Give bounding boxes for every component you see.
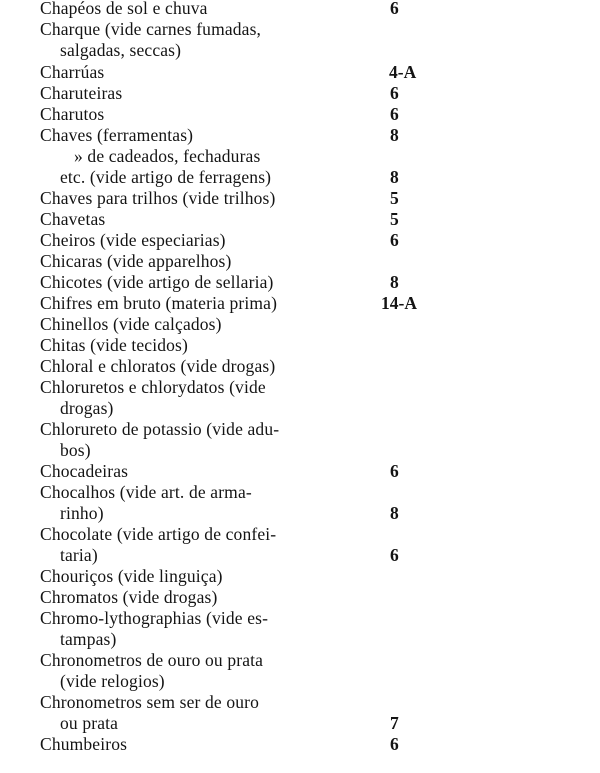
index-entry xyxy=(0,398,600,419)
entry-term: Chocolate (vide artigo de confei- xyxy=(40,524,277,544)
entry-term: Charque (vide carnes fumadas, xyxy=(40,19,262,39)
entry-class-code: 6 xyxy=(390,734,399,754)
entry-class-code: 6 xyxy=(390,230,399,250)
index-entry xyxy=(0,146,600,167)
entry-term: tampas) xyxy=(60,629,117,649)
entry-term: taria) xyxy=(60,545,98,565)
entry-term: Chicotes (vide artigo de sellaria) xyxy=(40,272,274,292)
index-entry xyxy=(0,272,600,293)
entry-term: Chromatos (vide drogas) xyxy=(40,587,218,607)
index-entry xyxy=(0,713,600,734)
entry-term: Chloral e chloratos (vide drogas) xyxy=(40,356,276,376)
entry-term: Chitas (vide tecidos) xyxy=(40,335,188,355)
index-entry xyxy=(0,734,600,755)
index-entry xyxy=(0,608,600,629)
index-entry xyxy=(0,40,600,61)
entry-class-code: 5 xyxy=(390,209,399,229)
entry-term: Chicaras (vide apparelhos) xyxy=(40,251,232,271)
entry-term: Chromo-lythographias (vide es- xyxy=(40,608,269,628)
entry-term: ou prata xyxy=(60,713,119,733)
index-entry xyxy=(0,671,600,692)
entry-class-code: 6 xyxy=(390,104,399,124)
entry-term: Chocadeiras xyxy=(40,461,129,481)
index-entry xyxy=(0,692,600,713)
entry-term: etc. (vide artigo de ferragens) xyxy=(60,167,272,187)
entry-term: rinho) xyxy=(60,503,104,523)
entry-term: Chinellos (vide calçados) xyxy=(40,314,222,334)
entry-term: Charuteiras xyxy=(40,83,123,103)
entry-term: Chaves para trilhos (vide trilhos) xyxy=(40,188,276,208)
entry-term: salgadas, seccas) xyxy=(60,40,182,60)
entry-term: Charutos xyxy=(40,104,105,124)
entry-class-code: 8 xyxy=(390,503,399,523)
index-entry xyxy=(0,524,600,545)
index-entry xyxy=(0,377,600,398)
entry-class-code: 14-A xyxy=(381,293,417,313)
index-entry xyxy=(0,503,600,524)
entry-term: bos) xyxy=(60,440,91,460)
entry-term: drogas) xyxy=(60,398,114,418)
entry-term: Chavetas xyxy=(40,209,106,229)
index-entry xyxy=(0,566,600,587)
entry-class-code: 8 xyxy=(390,272,399,292)
index-entry xyxy=(0,188,600,209)
entry-term: Chapéos de sol e chuva xyxy=(40,0,208,18)
entry-term: Chronometros de ouro ou prata xyxy=(40,650,264,670)
entry-term: Charrúas xyxy=(40,62,105,82)
entry-term: Chumbeiros xyxy=(40,734,128,754)
index-entry xyxy=(0,104,600,125)
entry-term: (vide relogios) xyxy=(60,671,165,691)
index-entry xyxy=(0,461,600,482)
index-entry xyxy=(0,125,600,146)
entry-term: Cheiros (vide especiarias) xyxy=(40,230,226,250)
entry-term: Chloruretos e chlorydatos (vide xyxy=(40,377,266,397)
entry-class-code: 7 xyxy=(390,713,399,733)
entry-term: Chouriços (vide linguiça) xyxy=(40,566,223,586)
index-entry xyxy=(0,293,600,314)
entry-term: Chifres em bruto (materia prima) xyxy=(40,293,278,313)
entry-term: Chocalhos (vide art. de arma- xyxy=(40,482,252,502)
index-entry xyxy=(0,83,600,104)
entry-class-code: 6 xyxy=(390,0,399,18)
entry-class-code: 6 xyxy=(390,545,399,565)
entry-class-code: 6 xyxy=(390,461,399,481)
index-entry xyxy=(0,209,600,230)
index-entry xyxy=(0,545,600,566)
index-entry xyxy=(0,356,600,377)
index-entry xyxy=(0,419,600,440)
entry-class-code: 4-A xyxy=(389,62,417,82)
index-entry xyxy=(0,167,600,188)
index-entry xyxy=(0,650,600,671)
index-entry xyxy=(0,19,600,40)
entry-class-code: 5 xyxy=(390,188,399,208)
index-entry xyxy=(0,0,600,19)
entry-term: » de cadeados, fechaduras xyxy=(74,146,261,166)
entry-class-code: 8 xyxy=(390,167,399,187)
entry-term: Chronometros sem ser de ouro xyxy=(40,692,260,712)
entry-term: Chlorureto de potassio (vide adu- xyxy=(40,419,280,439)
index-entry xyxy=(0,335,600,356)
index-entry xyxy=(0,314,600,335)
entry-class-code: 6 xyxy=(390,83,399,103)
index-entry xyxy=(0,629,600,650)
index-entry xyxy=(0,230,600,251)
index-entry xyxy=(0,587,600,608)
index-entry xyxy=(0,482,600,503)
index-entry xyxy=(0,62,600,83)
index-entry xyxy=(0,440,600,461)
entry-term: Chaves (ferramentas) xyxy=(40,125,194,145)
entry-class-code: 8 xyxy=(390,125,399,145)
index-entry xyxy=(0,251,600,272)
